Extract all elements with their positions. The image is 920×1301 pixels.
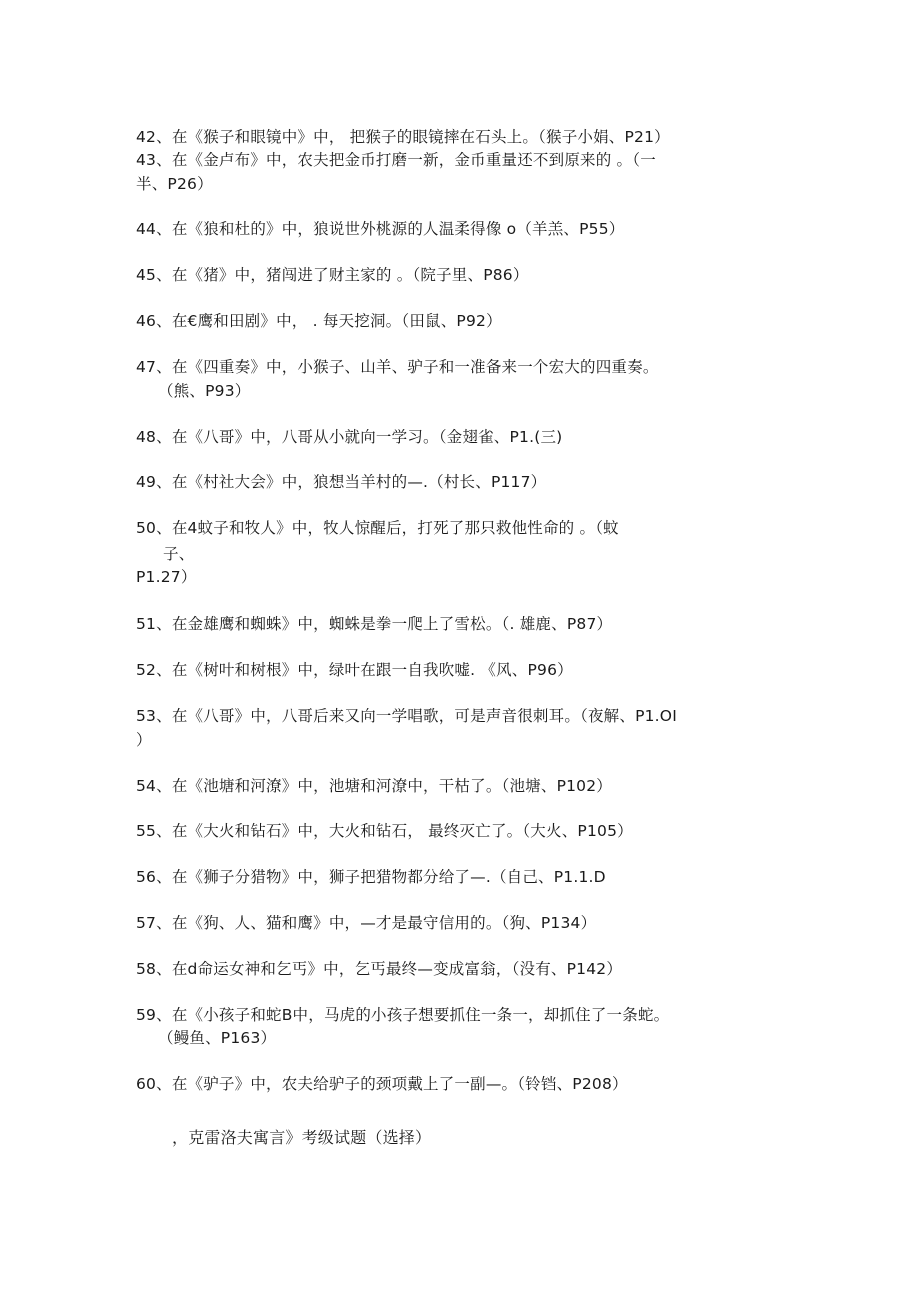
question-47-cont: （熊、P93） [158,382,251,400]
question-56: 56、在《狮子分猎物》中，狮子把猎物都分给了—.（自己、P1.1.D [136,868,606,886]
question-48: 48、在《八哥》中，八哥从小就向一学习。（金翅雀、P1.(三) [136,428,563,446]
question-60: 60、在《驴子》中，农夫给驴子的颈项戴上了一副—。（铃铛、P208） [136,1075,628,1093]
question-47: 47、在《四重奏》中，小猴子、山羊、驴子和一准备来一个宏大的四重奏。 [136,358,659,376]
question-59-cont: （鳗鱼、P163） [158,1029,277,1047]
question-42: 42、在《猴子和眼镜中》中， 把猴子的眼镜摔在石头上。（猴子小娟、P21） [136,128,670,146]
question-43: 43、在《金卢布》中，农夫把金币打磨一新，金币重量还不到原来的 。（一 [136,151,656,169]
question-55: 55、在《大火和钻石》中，大火和钻石， 最终灭亡了。（大火、P105） [136,822,633,840]
question-59: 59、在《小孩子和蛇B中，马虎的小孩子想要抓住一条一，却抓住了一条蛇。 [136,1006,670,1024]
question-44: 44、在《狼和杜的》中，狼说世外桃源的人温柔得像 o（羊羔、P55） [136,220,625,238]
question-57: 57、在《狗、人、猫和鹰》中，—才是最守信用的。（狗、P134） [136,914,597,932]
section-heading: ，克雷洛夫寓言》考级试题（选择） [172,1128,432,1147]
question-46: 46、在€鹰和田剧》中， . 每天挖洞。（田鼠、P92） [136,312,502,330]
question-58: 58、在d命运女神和乞丐》中，乞丐最终—变成富翁，（没有、P142） [136,960,623,978]
question-45: 45、在《猪》中，猪闯进了财主家的 。（院子里、P86） [136,266,529,284]
question-54: 54、在《池塘和河潦》中，池塘和河潦中，干枯了。（池塘、P102） [136,777,613,795]
question-53-cont: ） [136,731,152,749]
question-49: 49、在《村社大会》中，狼想当羊村的—.（村长、P117） [136,473,547,491]
question-50: 50、在4蚊子和牧人》中，牧人惊醒后，打死了那只救他性命的 。（蚊 [136,519,619,537]
question-50-cont-2: P1.27） [136,568,197,586]
question-52: 52、在《树叶和树根》中，绿叶在跟一自我吹嘘. 《风、P96） [136,661,573,679]
question-51: 51、在金雄鹰和蜘蛛》中，蜘蛛是拳一爬上了雪松。（. 雄鹿、P87） [136,615,613,633]
question-50-cont-1: 子、 [163,545,195,563]
question-53: 53、在《八哥》中，八哥后来又向一学唱歌，可是声音很刺耳。（夜解、P1.OI [136,707,677,725]
question-43-cont: 半、P26） [136,175,213,193]
